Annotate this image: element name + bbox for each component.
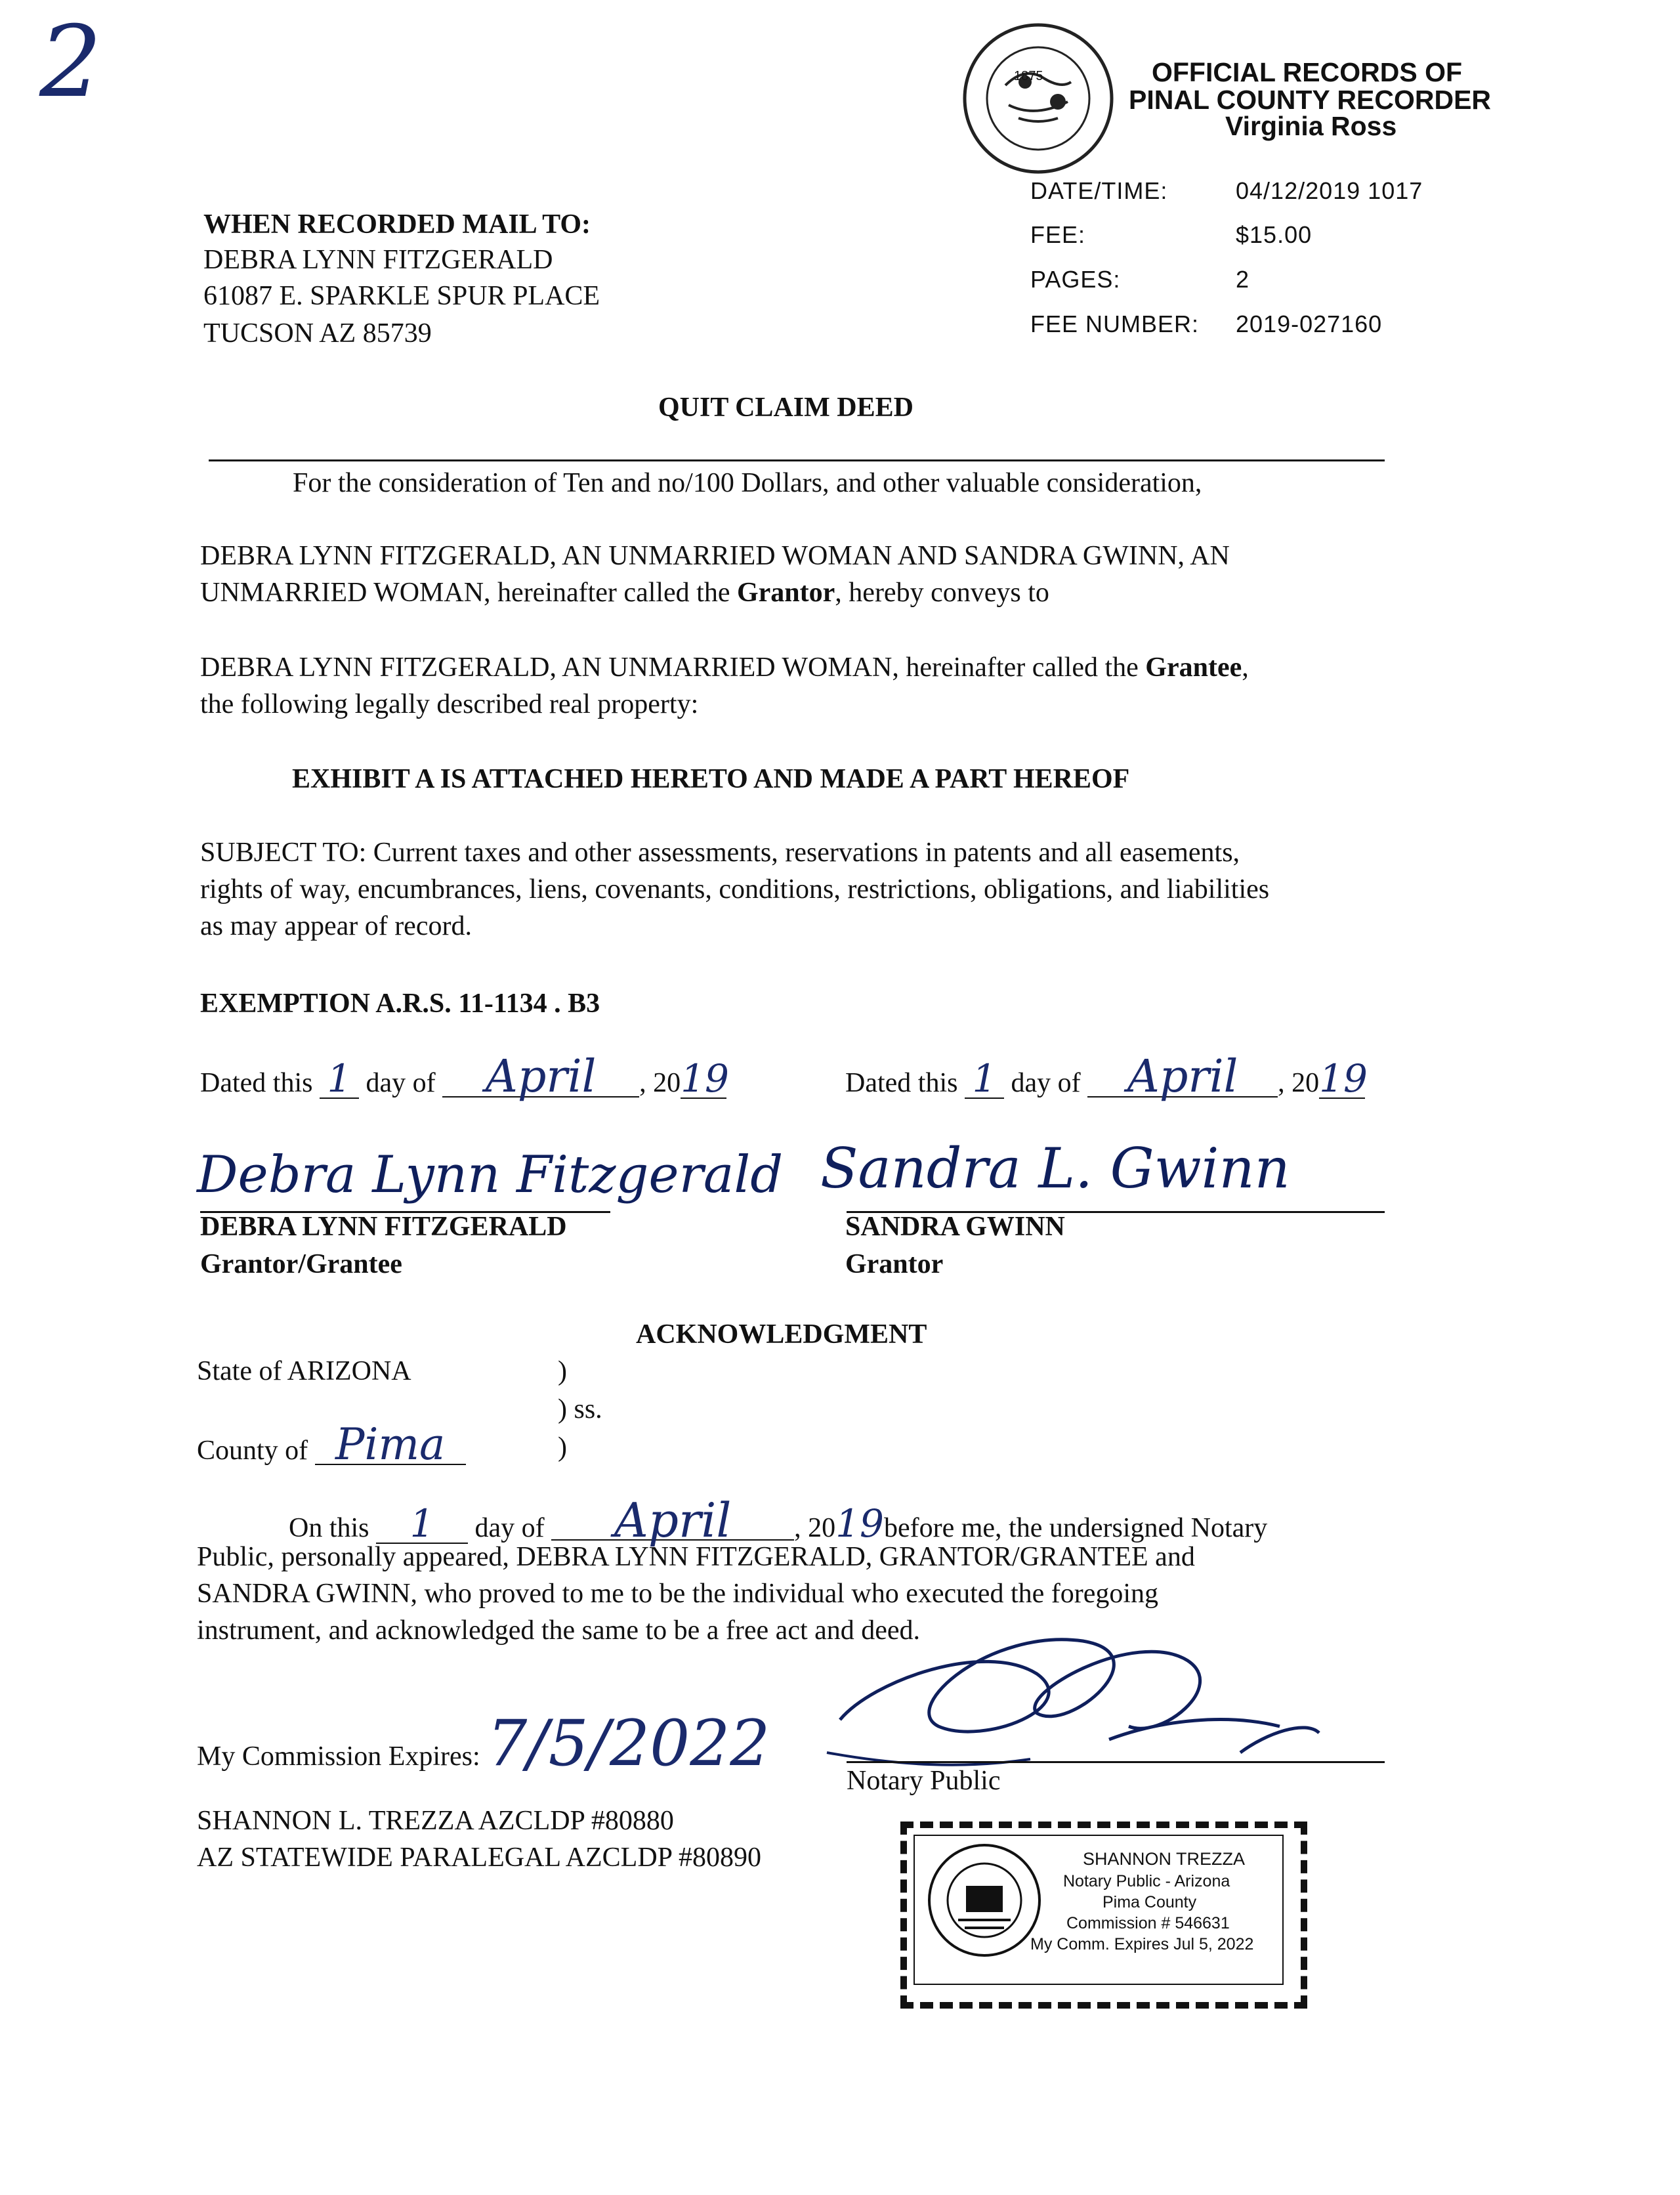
grantee-line2: the following legally described real property: xyxy=(200,689,699,719)
ack-year: 19 xyxy=(835,1501,884,1546)
mail-to-city: TUCSON AZ 85739 xyxy=(203,318,432,349)
acknowledgment-heading: ACKNOWLEDGMENT xyxy=(636,1319,927,1350)
notary-signature xyxy=(820,1602,1411,1785)
dated-prefix-left: Dated this xyxy=(200,1068,320,1098)
subject-to-line2: rights of way, encumbrances, liens, covenants, conditions, restrictions, obligations, and liabilities xyxy=(200,874,1270,905)
ack-day-of: day of xyxy=(468,1513,552,1543)
preparer-line1: SHANNON L. TREZZA AZCLDP #80880 xyxy=(197,1806,674,1836)
fee-number-label: FEE NUMBER: xyxy=(1030,310,1200,337)
corner-page-mark: 2 xyxy=(39,5,102,119)
subject-to-line1: SUBJECT TO: Current taxes and other assessments, reservations in patents and all easements, xyxy=(200,838,1240,868)
ack-year-prefix: , 20 xyxy=(794,1513,836,1543)
recorder-title-line1: OFFICIAL RECORDS OF xyxy=(1152,57,1463,87)
grantor-line1: DEBRA LYNN FITZGERALD, AN UNMARRIED WOMAN AND SANDRA GWINN, AN xyxy=(200,541,1230,571)
stamp-expiry: My Comm. Expires Jul 5, 2022 xyxy=(1030,1935,1254,1953)
ack-day: 1 xyxy=(376,1504,468,1544)
deed-title: QUIT CLAIM DEED xyxy=(658,393,914,423)
venue-paren-bottom: ) xyxy=(558,1432,567,1462)
dated-line-right xyxy=(845,1051,1368,1103)
dated-yearprefix-left: , 20 xyxy=(639,1068,681,1098)
recording-date-value: 04/12/2019 1017 xyxy=(1236,177,1423,204)
signature-sandra: Sandra L. Gwinn xyxy=(820,1136,1290,1201)
grantor-line2 xyxy=(200,574,1049,612)
venue-ss: ) ss. xyxy=(558,1394,602,1424)
dated-year-right: 19 xyxy=(1319,1056,1368,1101)
title-rule xyxy=(209,459,1385,461)
signature-debra: Debra Lynn Fitzgerald xyxy=(197,1145,784,1204)
dated-yearprefix-right: , 20 xyxy=(1278,1068,1320,1098)
grantee-line1-b: , xyxy=(1242,652,1249,683)
stamp-name: SHANNON TREZZA xyxy=(1083,1849,1246,1869)
dated-dayof-left: day of xyxy=(358,1068,443,1098)
ack-line3: SANDRA GWINN, who proved to me to be the individual who executed the foregoing xyxy=(197,1579,1159,1609)
grantor-term: Grantor xyxy=(737,578,835,608)
fee-label: FEE: xyxy=(1030,221,1086,248)
pages-label: PAGES: xyxy=(1030,266,1121,293)
recording-date-label: DATE/TIME: xyxy=(1030,177,1168,204)
signer-name-right: SANDRA GWINN xyxy=(845,1212,1065,1242)
ack-month: April xyxy=(551,1501,794,1541)
state-seal-icon xyxy=(925,1841,1043,1959)
ack-line2: Public, personally appeared, DEBRA LYNN FITZGERALD, GRANTOR/GRANTEE and xyxy=(197,1542,1195,1572)
dated-month-left: April xyxy=(442,1058,639,1098)
mail-to-street: 61087 E. SPARKLE SPUR PLACE xyxy=(203,281,600,311)
stamp-commission: Commission # 546631 xyxy=(1066,1914,1230,1932)
notary-public-label: Notary Public xyxy=(847,1766,1001,1796)
recorder-name: Virginia Ross xyxy=(1225,111,1397,141)
stamp-county: Pima County xyxy=(1102,1893,1197,1911)
grantee-line1 xyxy=(200,649,1249,687)
commission-label: My Commission Expires: xyxy=(197,1741,488,1772)
exemption-statement: EXEMPTION A.R.S. 11-1134 . B3 xyxy=(200,989,600,1019)
grantor-line2-a: UNMARRIED WOMAN, hereinafter called the xyxy=(200,578,737,608)
signer-role-right: Grantor xyxy=(845,1249,944,1279)
county-seal-icon xyxy=(959,20,1117,177)
fee-value: $15.00 xyxy=(1236,221,1312,248)
preparer-line2: AZ STATEWIDE PARALEGAL AZCLDP #80890 xyxy=(197,1843,761,1873)
signer-name-left: DEBRA LYNN FITZGERALD xyxy=(200,1212,567,1242)
pages-value: 2 xyxy=(1236,266,1250,293)
fee-number-value: 2019-027160 xyxy=(1236,310,1383,337)
ack-on-this: On this xyxy=(289,1513,377,1543)
grantor-line2-b: , hereby conveys to xyxy=(835,578,1049,608)
dated-dayof-right: day of xyxy=(1003,1068,1088,1098)
state-label: State of ARIZONA xyxy=(197,1356,411,1386)
grantee-term: Grantee xyxy=(1145,652,1242,683)
commission-line xyxy=(197,1707,770,1780)
ack-before-me: before me, the undersigned Notary xyxy=(883,1513,1268,1543)
mail-to-name: DEBRA LYNN FITZGERALD xyxy=(203,245,553,275)
dated-day-right: 1 xyxy=(965,1059,1004,1099)
exhibit-statement: EXHIBIT A IS ATTACHED HERETO AND MADE A PART HEREOF xyxy=(292,764,1130,794)
dated-year-left: 19 xyxy=(681,1056,729,1101)
county-label: County of xyxy=(197,1436,315,1466)
mail-to-heading: WHEN RECORDED MAIL TO: xyxy=(203,209,591,240)
signer-role-left: Grantor/Grantee xyxy=(200,1249,402,1279)
dated-line-left xyxy=(200,1051,729,1103)
consideration-text: For the consideration of Ten and no/100 Dollars, and other valuable consideration, xyxy=(293,468,1202,498)
dated-day-left: 1 xyxy=(320,1059,359,1099)
county-seal-year: 1875 xyxy=(1014,69,1043,83)
venue-paren-top: ) xyxy=(558,1356,567,1386)
county-value: Pima xyxy=(315,1426,466,1465)
commission-value: 7/5/2022 xyxy=(487,1707,770,1780)
subject-to-line3: as may appear of record. xyxy=(200,911,472,941)
ack-line4: instrument, and acknowledged the same to be a free act and deed. xyxy=(197,1615,921,1646)
county-line xyxy=(197,1419,466,1470)
stamp-title: Notary Public - Arizona xyxy=(1063,1872,1230,1890)
dated-prefix-right: Dated this xyxy=(845,1068,965,1098)
recorder-title-line2: PINAL COUNTY RECORDER xyxy=(1129,85,1492,115)
grantee-line1-a: DEBRA LYNN FITZGERALD, AN UNMARRIED WOMAN, hereinafter called the xyxy=(200,652,1146,683)
dated-month-right: April xyxy=(1087,1058,1278,1098)
